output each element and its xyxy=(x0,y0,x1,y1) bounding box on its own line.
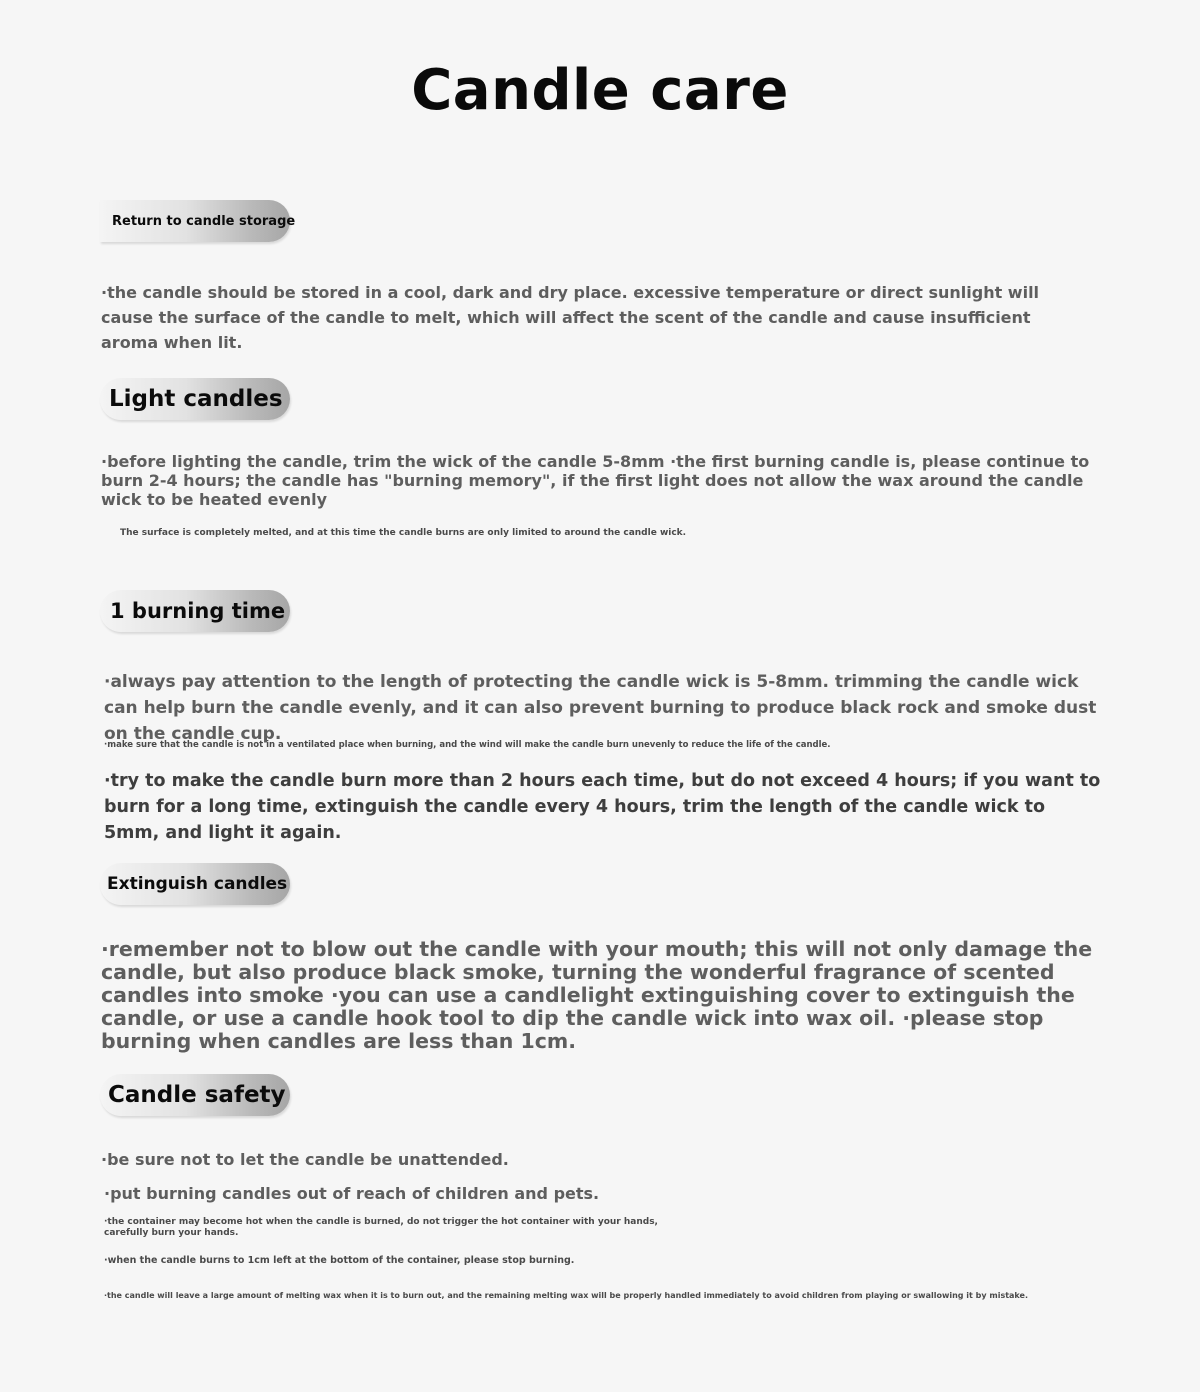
storage-paragraph: ·the candle should be stored in a cool, dark and dry place. excessive temperature or direct sunlight will cause the surface of the candle to melt, which will affect the scent of the candle and cause insufficient aroma when lit. xyxy=(101,283,1040,352)
candle-safety-heading xyxy=(100,1074,290,1116)
light-candles-paragraph: ·before lighting the candle, trim the wick of the candle 5-8mm ·the first burning candle is, please continue to burn 2-4 hours; the candle has "burning memory", if the first light does not allow the wax around the candle wick to be heated evenly xyxy=(101,452,1090,509)
burning-time-heading-label: 1 burning time xyxy=(110,599,286,623)
burning-time-note: ·make sure that the candle is not in a ventilated place when burning, and the wind will make the candle burn unevenly to reduce the life of the candle. xyxy=(104,740,831,750)
burning-time-paragraph-2: ·try to make the candle burn more than 2 hours each time, but do not exceed 4 hours; if you want to burn for a long time, extinguish the candle every 4 hours, trim the length of the candle wick to 5mm, and light it again. xyxy=(104,771,1101,843)
safety-item-3: ·the container may become hot when the candle is burned, do not trigger the hot container with your hands, carefully burn your hands. xyxy=(104,1217,658,1238)
extinguish-paragraph: ·remember not to blow out the candle with your mouth; this will not only damage the candle, but also produce black smoke, turning the wonderful fragrance of scented candles into smoke ·you can use a candlelight extinguishing cover to extinguish the candle, or use a candle hook tool to dip the candle wick into wax oil. ·please stop burning when candles are less than 1cm. xyxy=(101,937,1093,1053)
light-candles-note: The surface is completely melted, and at this time the candle burns are only limited to around the candle wick. xyxy=(120,528,687,538)
extinguish-heading xyxy=(100,863,290,905)
extinguish-heading-label: Extinguish candles xyxy=(107,874,288,894)
safety-item-4: ·when the candle burns to 1cm left at the bottom of the container, please stop burning. xyxy=(104,1255,575,1266)
safety-item-1: ·be sure not to let the candle be unattended. xyxy=(101,1150,509,1169)
return-to-storage-button[interactable] xyxy=(100,200,296,242)
light-candles-heading xyxy=(100,378,290,420)
burning-time-heading xyxy=(100,590,290,632)
safety-item-5: ·the candle will leave a large amount of melting wax when it is to burn out, and the remaining melting wax will be properly handled immediately to avoid children from playing or swallowing it by mistake. xyxy=(104,1291,1029,1300)
burning-time-paragraph-1: ·always pay attention to the length of protecting the candle wick is 5-8mm. trimming the candle wick can help burn the candle evenly, and it can also prevent burning to produce black rock and smoke dust on the candle cup. xyxy=(104,672,1097,744)
page-title: Candle care xyxy=(411,58,789,123)
light-candles-heading-label: Light candles xyxy=(109,386,283,412)
return-to-storage-label: Return to candle storage xyxy=(112,213,296,229)
candle-safety-heading-label: Candle safety xyxy=(108,1082,286,1108)
safety-item-2: ·put burning candles out of reach of children and pets. xyxy=(104,1184,600,1203)
